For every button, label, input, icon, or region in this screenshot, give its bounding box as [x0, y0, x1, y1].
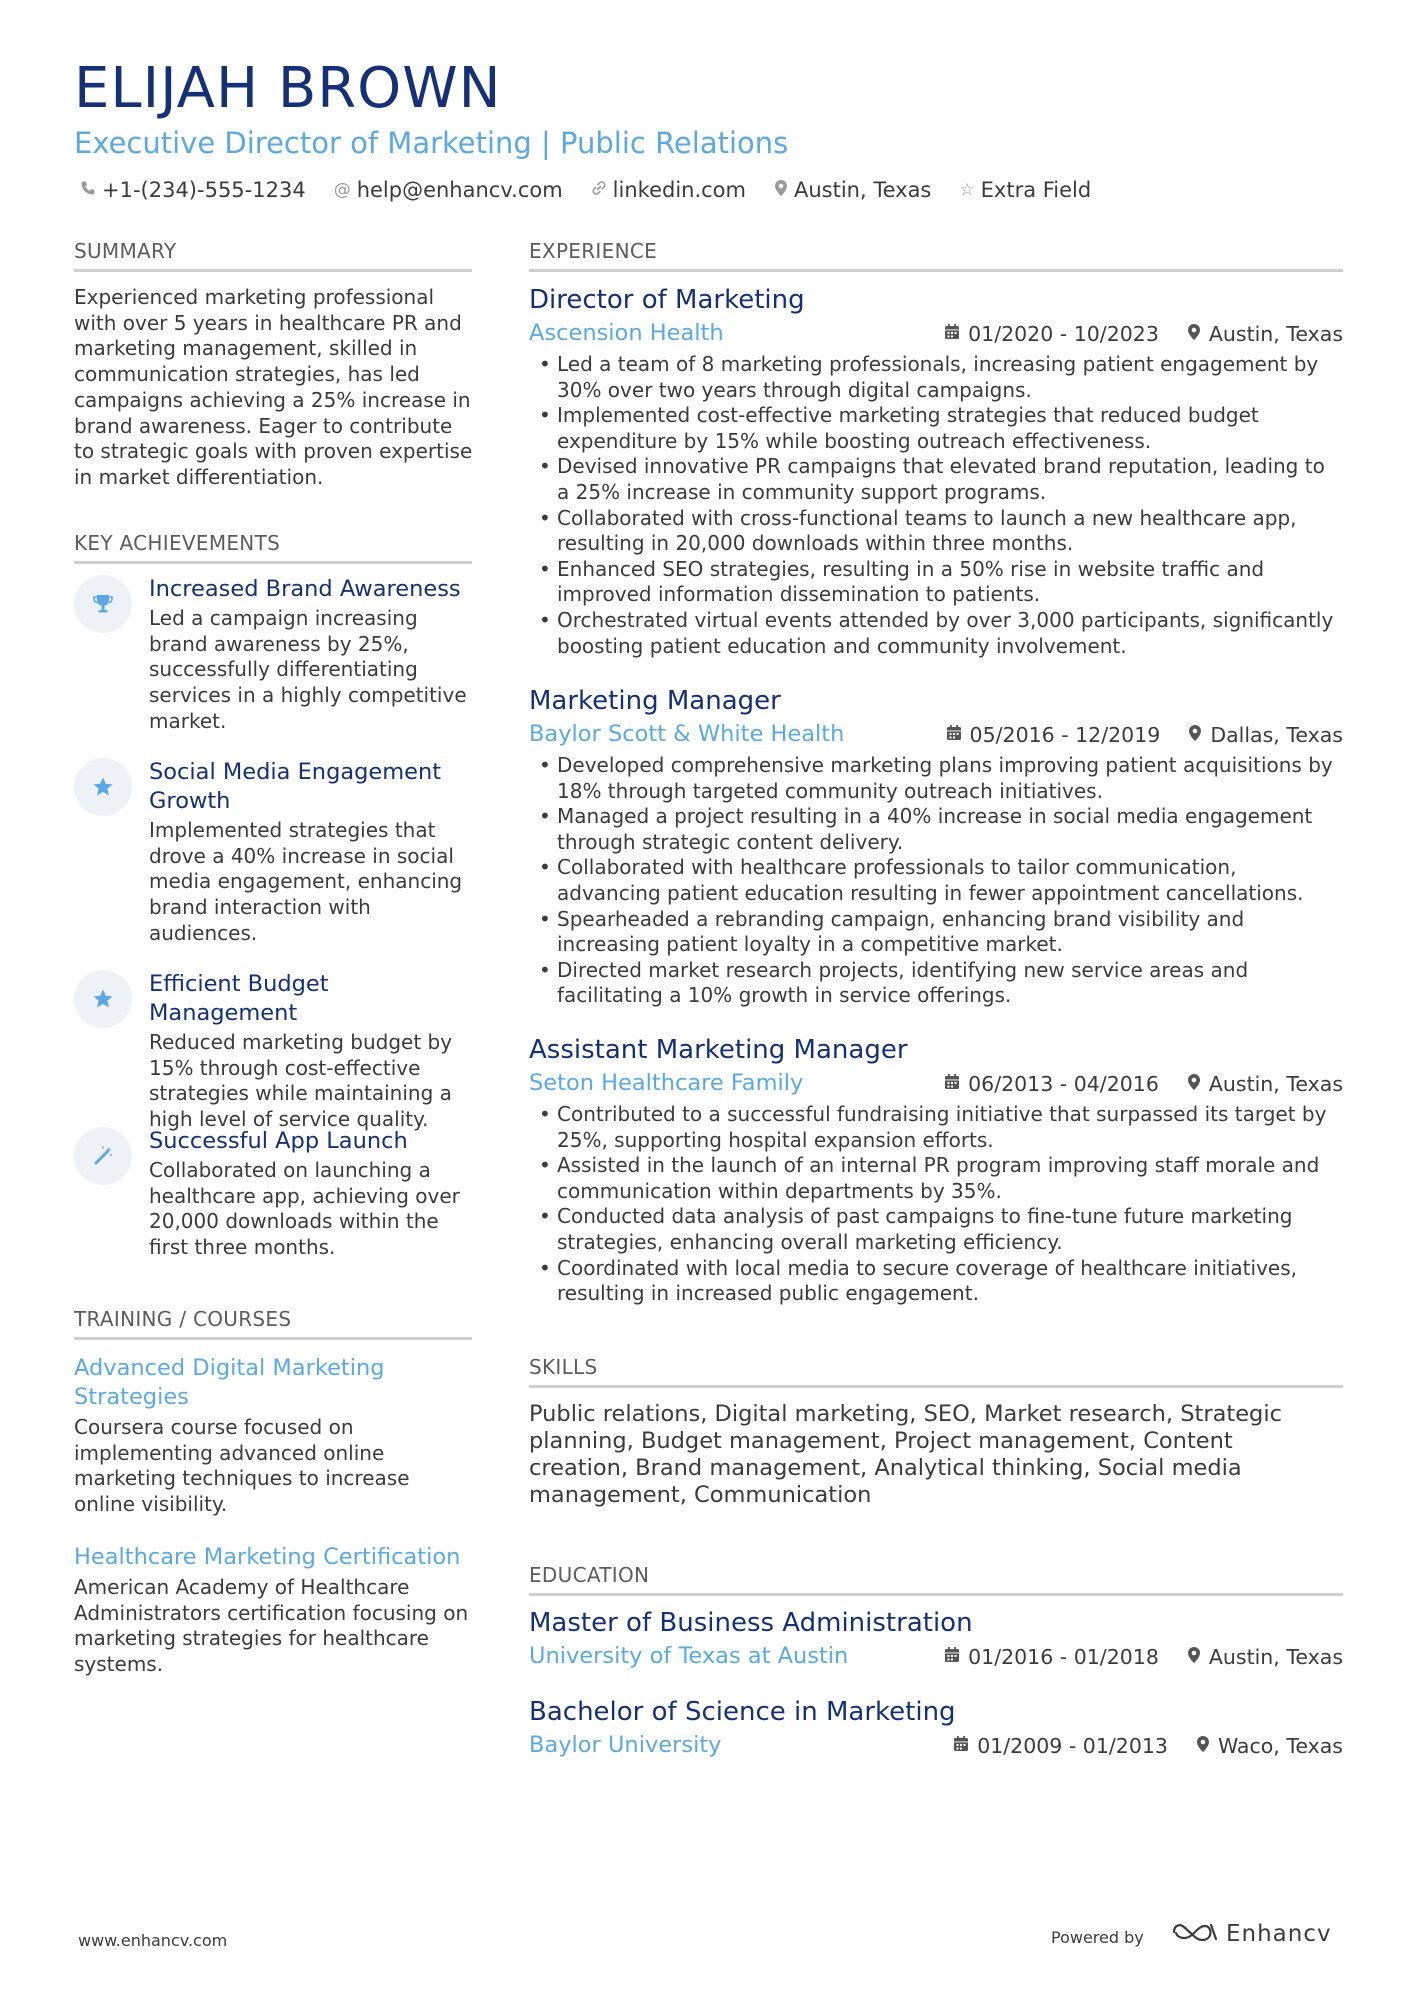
location-pin-icon — [1196, 1735, 1210, 1758]
course-item — [74, 1543, 474, 1678]
contact-linkedin[interactable] — [591, 178, 746, 202]
enhancv-logo-icon — [1172, 1920, 1218, 1948]
job-location: Austin, Texas — [1208, 322, 1343, 346]
footer-brand-logo[interactable] — [1172, 1920, 1332, 1948]
job-bullet: • Coordinated with local media to secure coverage of healthcare initiatives, resulting in increased public engagement. — [529, 1256, 1343, 1307]
job-dates: 06/2013 - 04/2016 — [968, 1072, 1159, 1096]
education-entry — [529, 1696, 1343, 1764]
school-name: University of Texas at Austin — [529, 1643, 849, 1669]
job-entry — [529, 1034, 1343, 1307]
company-name: Baylor Scott & White Health — [529, 721, 845, 747]
location-pin-icon — [774, 179, 788, 202]
training-heading: TRAINING / COURSES — [74, 1307, 472, 1340]
achievements-heading: KEY ACHIEVEMENTS — [74, 531, 472, 564]
calendar-icon — [944, 1073, 960, 1095]
contact-linkedin-text: linkedin.com — [612, 178, 746, 202]
footer-powered-by: Powered by — [1051, 1928, 1144, 1947]
course-title: Advanced Digital Marketing Strategies — [74, 1355, 385, 1410]
course-desc: American Academy of Healthcare Administrators certification focusing on marketing strategies for healthcare systems. — [74, 1575, 469, 1677]
job-entry — [529, 284, 1343, 659]
job-bullets — [529, 1102, 1343, 1307]
contact-location — [774, 178, 931, 202]
phone-icon — [80, 180, 96, 201]
job-bullet: • Spearheaded a rebranding campaign, enhancing brand visibility and increasing patient loyalty in a competitive market. — [529, 907, 1343, 958]
achievement-item — [74, 970, 474, 1132]
achievement-title: Efficient Budget Management — [149, 971, 329, 1026]
star-outline-icon: ☆ — [959, 180, 975, 200]
school-name: Baylor University — [529, 1732, 722, 1758]
achievement-item — [74, 1127, 474, 1277]
achievement-desc: Collaborated on launching a healthcare app, achieving over 20,000 downloads within the first three months. — [149, 1158, 460, 1260]
achievement-title: Successful App Launch — [149, 1128, 408, 1154]
skills-heading: SKILLS — [529, 1355, 1343, 1388]
location-pin-icon — [1187, 1073, 1201, 1096]
summary-heading: SUMMARY — [74, 239, 472, 272]
magic-wand-icon — [74, 1127, 132, 1185]
job-bullet: • Led a team of 8 marketing professionals, increasing patient engagement by 30% over two years through digital campaigns. — [529, 352, 1343, 403]
achievement-desc: Reduced marketing budget by 15% through cost-effective strategies while maintaining a high level of service quality. — [149, 1030, 453, 1132]
course-desc: Coursera course focused on implementing advanced online marketing techniques to increase online visibility. — [74, 1415, 410, 1517]
location-pin-icon — [1188, 724, 1202, 747]
contact-extra-text: Extra Field — [980, 178, 1092, 202]
experience-heading: EXPERIENCE — [529, 239, 1343, 272]
contact-bar — [80, 178, 1119, 202]
achievement-title: Social Media Engagement Growth — [149, 759, 442, 814]
contact-email[interactable] — [334, 178, 563, 202]
job-location: Dallas, Texas — [1210, 723, 1343, 747]
course-title: Healthcare Marketing Certification — [74, 1544, 461, 1570]
contact-email-text: help@enhancv.com — [356, 178, 563, 202]
achievement-title: Increased Brand Awareness — [149, 576, 461, 602]
calendar-icon — [944, 1646, 960, 1668]
contact-location-text: Austin, Texas — [793, 178, 932, 202]
job-bullet: • Conducted data analysis of past campaigns to fine-tune future marketing strategies, enhancing overall marketing efficiency. — [529, 1204, 1343, 1255]
job-location: Austin, Texas — [1208, 1072, 1343, 1096]
achievement-item — [74, 575, 474, 745]
course-item — [74, 1354, 474, 1518]
location-pin-icon — [1187, 1646, 1201, 1669]
education-dates: 01/2009 - 01/2013 — [977, 1734, 1168, 1758]
trophy-icon — [74, 575, 132, 633]
company-name: Seton Healthcare Family — [529, 1070, 804, 1096]
job-bullets — [529, 753, 1343, 1009]
calendar-icon — [944, 323, 960, 345]
company-name: Ascension Health — [529, 320, 724, 346]
degree-title: Bachelor of Science in Marketing — [529, 1697, 956, 1727]
contact-phone[interactable] — [80, 178, 306, 202]
job-title: Marketing Manager — [529, 686, 781, 716]
job-bullet: • Developed comprehensive marketing plans improving patient acquisitions by 18% through targeted community outreach initiatives. — [529, 753, 1343, 804]
achievement-desc: Implemented strategies that drove a 40% increase in social media engagement, enhancing brand interaction with audiences. — [149, 818, 463, 945]
education-location: Austin, Texas — [1208, 1645, 1343, 1669]
job-bullet: • Directed market research projects, identifying new service areas and facilitating a 10% growth in service offerings. — [529, 958, 1343, 1009]
candidate-headline: Executive Director of Marketing | Public Relations — [74, 126, 789, 160]
skills-text: Public relations, Digital marketing, SEO, Market research, Strategic planning, Budget management, Project management, Content creation, Brand management, Analytical thinking, Social media management, Communication — [529, 1401, 1282, 1508]
enhancv-logo-text: Enhancv — [1226, 1921, 1332, 1947]
education-entry — [529, 1607, 1343, 1675]
calendar-icon — [953, 1735, 969, 1757]
job-bullet: • Devised innovative PR campaigns that elevated brand reputation, leading to a 25% increase in community support programs. — [529, 454, 1343, 505]
education-location: Waco, Texas — [1217, 1734, 1343, 1758]
job-bullet: • Managed a project resulting in a 40% increase in social media engagement through strategic content delivery. — [529, 804, 1343, 855]
job-bullet: • Implemented cost-effective marketing strategies that reduced budget expenditure by 15% while boosting outreach effectiveness. — [529, 403, 1343, 454]
achievement-desc: Led a campaign increasing brand awareness by 25%, successfully differentiating services in a highly competitive market. — [149, 606, 467, 733]
at-icon: @ — [333, 180, 351, 200]
job-title: Director of Marketing — [529, 285, 805, 315]
job-bullet: • Collaborated with cross-functional teams to launch a new healthcare app, resulting in 20,000 downloads within three months. — [529, 506, 1343, 557]
job-dates: 01/2020 - 10/2023 — [968, 322, 1159, 346]
achievement-item — [74, 758, 474, 958]
candidate-name: ELIJAH BROWN — [74, 56, 502, 121]
summary-text: Experienced marketing professional with over 5 years in healthcare PR and marketing management, skilled in communication strategies, has led campaigns achieving a 25% increase in brand awareness. Eager to contribute to strategic goals with proven expertise in market differentiation. — [74, 285, 473, 489]
job-bullet: • Collaborated with healthcare professionals to tailor communication, advancing patient education resulting in fewer appointment cancellations. — [529, 855, 1343, 906]
contact-phone-text: +1-(234)-555-1234 — [102, 178, 306, 202]
job-bullet: • Contributed to a successful fundraising initiative that surpassed its target by 25%, supporting hospital expansion efforts. — [529, 1102, 1343, 1153]
job-bullet: • Assisted in the launch of an internal PR program improving staff morale and communication within departments by 35%. — [529, 1153, 1343, 1204]
star-icon — [74, 970, 132, 1028]
contact-extra-field — [959, 178, 1091, 202]
job-title: Assistant Marketing Manager — [529, 1035, 908, 1065]
degree-title: Master of Business Administration — [529, 1608, 973, 1638]
job-bullets — [529, 352, 1343, 659]
job-bullet: • Enhanced SEO strategies, resulting in a 50% rise in website traffic and improved information dissemination to patients. — [529, 557, 1343, 608]
link-icon — [591, 180, 607, 201]
job-entry — [529, 685, 1343, 1009]
job-bullet: • Orchestrated virtual events attended by over 3,000 participants, significantly boosting patient education and community involvement. — [529, 608, 1343, 659]
location-pin-icon — [1187, 323, 1201, 346]
education-dates: 01/2016 - 01/2018 — [968, 1645, 1159, 1669]
job-dates: 05/2016 - 12/2019 — [969, 723, 1161, 747]
calendar-icon — [946, 724, 962, 746]
footer-website-link[interactable]: www.enhancv.com — [78, 1931, 228, 1950]
star-icon — [74, 758, 132, 816]
education-heading: EDUCATION — [529, 1563, 1343, 1596]
